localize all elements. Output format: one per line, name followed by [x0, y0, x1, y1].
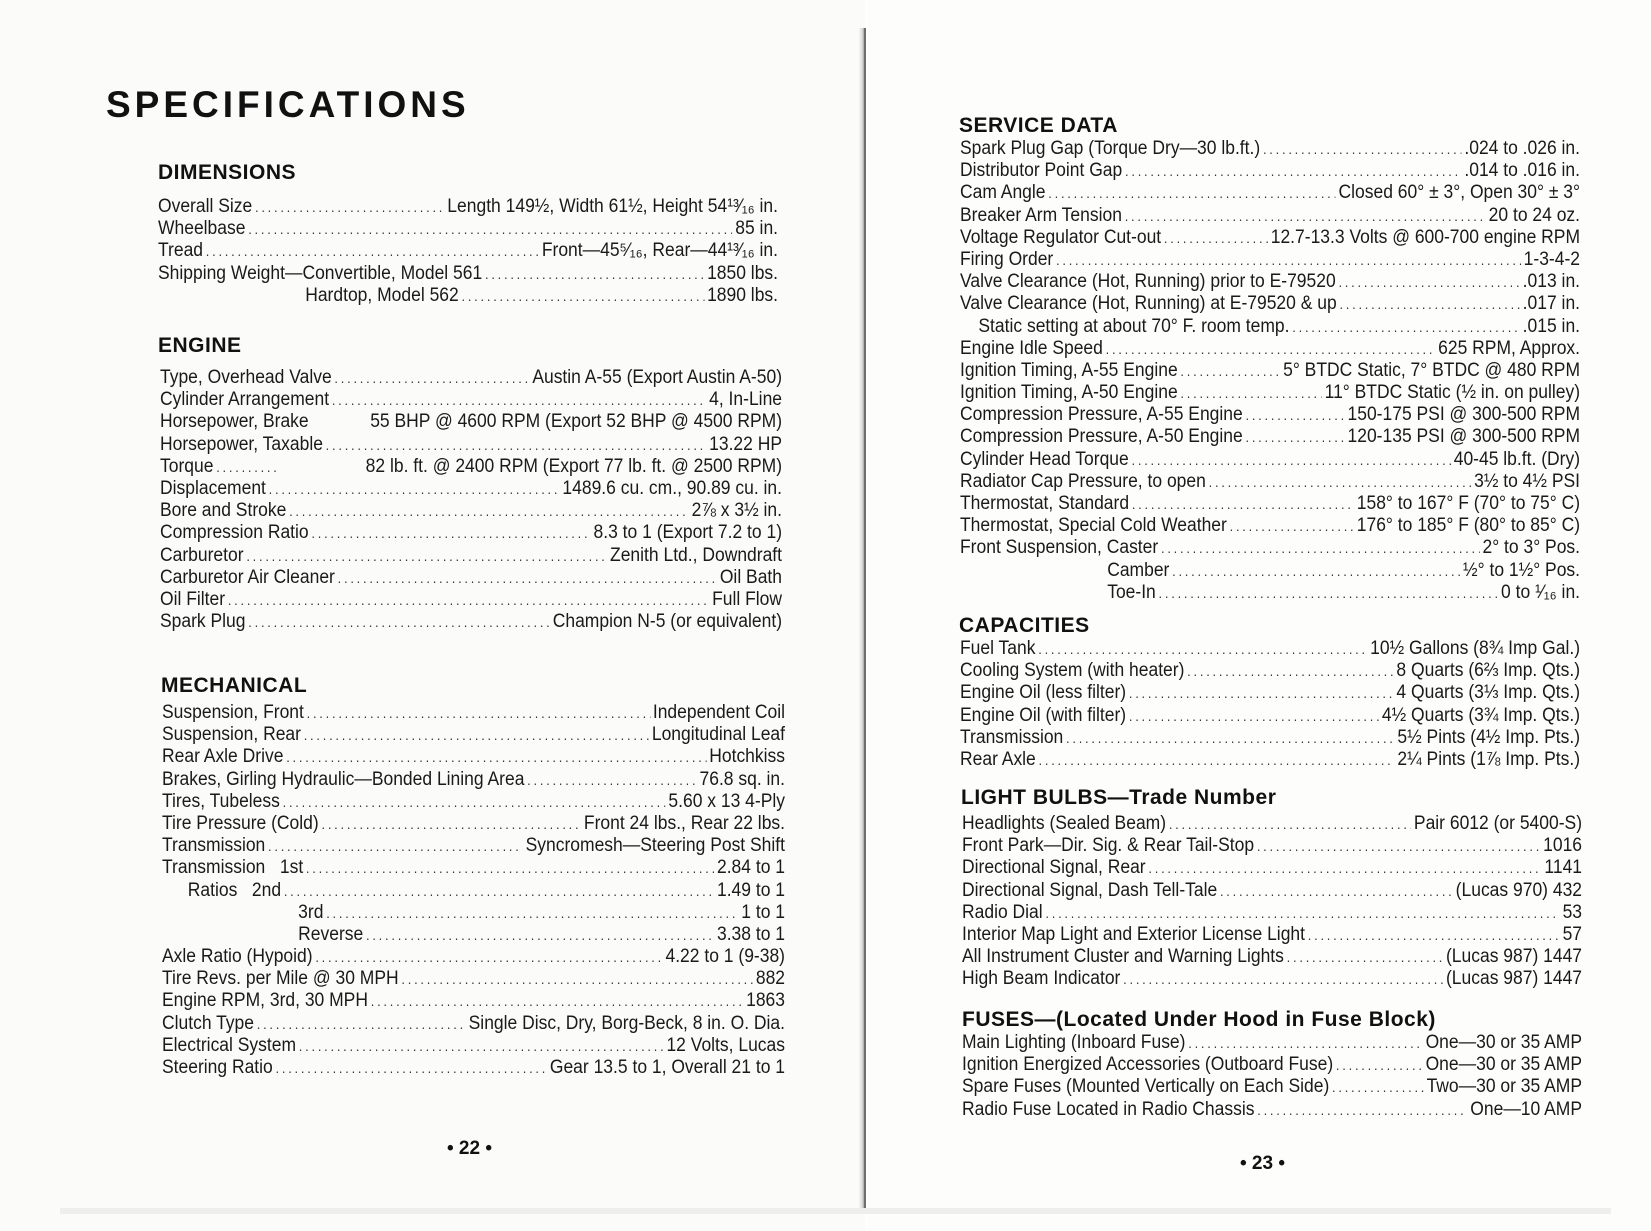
spec-label: Axle Ratio (Hypoid) — [162, 946, 313, 968]
spec-value: 2° to 3° Pos. — [1482, 537, 1581, 559]
spec-label: Electrical System — [162, 1034, 297, 1056]
spec-label: Ignition Timing, A-55 Engine — [960, 359, 1178, 381]
section-heading-service-data: SERVICE DATA — [959, 114, 1118, 137]
spec-label: Interior Map Light and Exterior License Light — [962, 923, 1306, 945]
spec-row — [960, 660, 1580, 682]
spec-label: 3rd — [298, 901, 324, 923]
spec-label: Front Park—Dir. Sig. & Rear Tail-Stop — [962, 835, 1255, 857]
spec-row — [162, 857, 785, 879]
spec-label: Cylinder Head Torque — [960, 448, 1129, 470]
spec-value: 20 to 24 oz. — [1488, 204, 1581, 226]
spec-row — [960, 205, 1580, 227]
spec-row — [960, 705, 1580, 727]
spec-value: One—30 or 35 AMP — [1425, 1032, 1583, 1053]
spec-row — [960, 471, 1580, 493]
spec-row — [960, 449, 1580, 471]
spec-value: .017 in. — [1522, 293, 1581, 315]
spec-label: Torque — [160, 455, 214, 477]
spec-value: Champion N-5 (or equivalent) — [552, 611, 783, 633]
spec-label: Ratios 2nd — [187, 879, 282, 901]
spec-label: Valve Clearance (Hot, Running) at E-79520 & up — [960, 293, 1337, 315]
spec-value: .013 in. — [1522, 271, 1581, 293]
spec-row — [960, 537, 1580, 559]
section-heading-engine: ENGINE — [158, 334, 242, 357]
spec-value: Single Disc, Dry, Borg-Beck, 8 in. O. Dia. — [468, 1012, 786, 1034]
spec-value: 8 Quarts (6⅔ Imp. Qts.) — [1396, 660, 1581, 682]
spec-value: Austin A-55 (Export Austin A-50) — [532, 367, 783, 388]
spec-value: 4½ Quarts (3¾ Imp. Qts.) — [1381, 704, 1581, 726]
spec-row — [158, 196, 778, 218]
spec-label: Suspension, Rear — [162, 724, 301, 746]
spec-label: All Instrument Cluster and Warning Lights — [962, 946, 1284, 968]
spec-row — [162, 880, 785, 902]
spec-value: 12.7-13.3 Volts @ 600-700 engine RPM — [1270, 226, 1581, 248]
spec-row — [960, 426, 1580, 448]
spec-value: 1863 — [746, 990, 786, 1012]
section-heading-mechanical: MECHANICAL — [161, 674, 308, 697]
spec-row — [962, 924, 1582, 946]
dimensions-table — [158, 196, 778, 307]
spec-value: 85 in. — [735, 218, 779, 240]
spec-row — [158, 263, 778, 285]
spec-label: Fuel Tank — [960, 638, 1036, 659]
spec-value: 625 RPM, Approx. — [1438, 337, 1581, 359]
spec-label: Distributor Point Gap — [960, 160, 1123, 182]
spec-label: Overall Size — [158, 196, 253, 217]
spec-label: Horsepower, Taxable — [160, 433, 323, 455]
spec-value: 11° BTDC Static (½ in. on pulley) — [1324, 382, 1581, 404]
spec-row — [162, 968, 785, 990]
spec-row — [162, 1057, 785, 1079]
spec-value: Front 24 lbs., Rear 22 lbs. — [583, 812, 786, 834]
spec-row — [162, 791, 785, 813]
spec-row — [158, 218, 778, 240]
spec-label: Directional Signal, Rear — [962, 857, 1146, 879]
spec-label: Directional Signal, Dash Tell-Tale — [962, 879, 1218, 901]
spec-label: Shipping Weight—Convertible, Model 561 — [158, 262, 483, 284]
spec-row — [960, 727, 1580, 749]
spec-row — [162, 990, 785, 1012]
spec-label: High Beam Indicator — [962, 968, 1121, 990]
spec-value: 40-45 lb.ft. (Dry) — [1453, 448, 1581, 470]
spec-label: Reverse — [298, 923, 364, 945]
spec-row — [960, 182, 1580, 204]
spec-label: Toe-In — [1107, 581, 1156, 603]
spec-label: Breaker Arm Tension — [960, 204, 1122, 226]
spec-row — [962, 813, 1582, 835]
book-spine-line — [864, 28, 866, 1208]
spec-label: Spark Plug — [160, 611, 246, 633]
spec-value: 0 to ¹⁄₁₆ in. — [1501, 581, 1581, 603]
spec-row — [160, 456, 782, 478]
spec-row — [962, 1032, 1582, 1054]
spec-label: Carburetor Air Cleaner — [160, 566, 335, 588]
spec-value: 76.8 sq. in. — [699, 768, 786, 790]
spec-label: Thermostat, Standard — [960, 493, 1130, 514]
spec-value: 4.22 to 1 (9-38) — [665, 946, 786, 968]
section-heading-fuses: FUSES—(Located Under Hood in Fuse Block) — [962, 1008, 1436, 1031]
spec-label: Transmission — [162, 835, 266, 857]
spec-row — [960, 638, 1580, 660]
spec-value: 5° BTDC Static, 7° BTDC @ 480 RPM — [1283, 359, 1581, 381]
spec-value: 1 to 1 — [741, 901, 786, 923]
spec-label: Clutch Type — [162, 1012, 254, 1034]
spec-value: 1.49 to 1 — [716, 879, 786, 901]
spec-value: 1016 — [1543, 835, 1583, 857]
spec-label: Bore and Stroke — [160, 500, 287, 522]
spec-label: Voltage Regulator Cut-out — [960, 226, 1162, 248]
spec-label: Transmission 1st — [162, 857, 304, 879]
spec-row — [960, 560, 1580, 582]
page-number-left: • 22 • — [447, 1138, 492, 1159]
spec-row — [162, 813, 785, 835]
spec-value: Longitudinal Leaf — [651, 724, 786, 746]
spec-value: Zenith Ltd., Downdraft — [610, 544, 783, 566]
spec-value: 4 Quarts (3⅓ Imp. Qts.) — [1396, 682, 1581, 704]
spec-label: Ignition Timing, A-50 Engine — [960, 382, 1178, 404]
spec-value: Oil Bath — [719, 566, 783, 588]
spec-row — [960, 160, 1580, 182]
spec-row — [162, 746, 785, 768]
spec-label: Engine Oil (with filter) — [960, 704, 1127, 726]
spec-label: Type, Overhead Valve — [160, 367, 332, 388]
capacities-table — [960, 638, 1580, 771]
service-data-table — [960, 138, 1580, 604]
spec-row — [962, 880, 1582, 902]
spec-value: 10½ Gallons (8¾ Imp Gal.) — [1370, 638, 1581, 659]
spec-row — [162, 1035, 785, 1057]
page-title: SPECIFICATIONS — [106, 84, 470, 125]
spec-row — [160, 589, 782, 611]
spec-value: 2.84 to 1 — [716, 857, 786, 879]
spec-value: 55 BHP @ 4600 RPM (Export 52 BHP @ 4500 RPM) — [370, 411, 783, 433]
spec-row — [160, 411, 782, 433]
spec-label: Headlights (Sealed Beam) — [962, 813, 1167, 834]
spec-value: (Lucas 987) 1447 — [1445, 946, 1583, 968]
spec-value: Hotchkiss — [709, 746, 786, 768]
spec-row — [960, 227, 1580, 249]
spec-label: Radio Dial — [962, 901, 1043, 923]
spec-label: Wheelbase — [158, 218, 246, 240]
spec-label: Engine RPM, 3rd, 30 MPH — [162, 990, 368, 1012]
spec-label: Brakes, Girling Hydraulic—Bonded Lining Area — [162, 768, 525, 790]
fuses-table — [962, 1032, 1582, 1121]
spec-label: Firing Order — [960, 248, 1054, 270]
spec-row — [162, 902, 785, 924]
spec-row — [960, 749, 1580, 771]
spec-value: One—30 or 35 AMP — [1425, 1054, 1583, 1076]
page-bottom-edge — [60, 1208, 1611, 1214]
spec-value: .014 to .016 in. — [1464, 160, 1581, 182]
spec-label: Front Suspension, Caster — [960, 537, 1159, 559]
spec-value: 2⅞ x 3½ in. — [691, 500, 783, 522]
spec-value: .015 in. — [1522, 315, 1581, 337]
spec-row — [962, 968, 1582, 990]
mechanical-table — [162, 702, 785, 1079]
spec-label: Compression Pressure, A-50 Engine — [960, 426, 1243, 448]
spec-row — [962, 946, 1582, 968]
spec-label: Cam Angle — [960, 182, 1046, 204]
spec-value: (Lucas 987) 1447 — [1445, 968, 1583, 990]
spec-row — [162, 769, 785, 791]
spec-value: 3½ to 4½ PSI — [1474, 470, 1581, 492]
spec-row — [960, 493, 1580, 515]
spec-value: 57 — [1562, 923, 1583, 945]
spec-label: Static setting at about 70° F. room temp. — [978, 315, 1290, 337]
spec-value: One—10 AMP — [1470, 1098, 1583, 1120]
spec-value: Closed 60° ± 3°, Open 30° ± 3° — [1338, 182, 1581, 204]
spec-label: Oil Filter — [160, 588, 226, 610]
spec-value: 176° to 185° F (80° to 85° C) — [1356, 515, 1581, 537]
spec-label: Transmission — [960, 726, 1064, 748]
spec-value: 82 lb. ft. @ 2400 RPM (Export 77 lb. ft. @ 2500 RPM) — [365, 455, 783, 477]
spec-value: Gear 13.5 to 1, Overall 21 to 1 — [549, 1057, 786, 1078]
spec-value: Syncromesh—Steering Post Shift — [525, 835, 786, 857]
spec-row — [158, 240, 778, 262]
spec-label: Engine Oil (less filter) — [960, 682, 1127, 704]
spec-value: 120-135 PSI @ 300-500 RPM — [1347, 426, 1581, 448]
spec-label: Rear Axle Drive — [162, 746, 284, 768]
spec-value: 5.60 x 13 4-Ply — [668, 790, 786, 812]
spec-label: Cooling System (with heater) — [960, 660, 1185, 682]
spec-label: Compression Pressure, A-55 Engine — [960, 404, 1243, 426]
spec-row — [960, 249, 1580, 271]
spec-value: Two—30 or 35 AMP — [1426, 1076, 1583, 1098]
spec-value: 1489.6 cu. cm., 90.89 cu. in. — [562, 477, 783, 499]
spec-row — [962, 1054, 1582, 1076]
spec-row — [160, 522, 782, 544]
spec-row — [960, 316, 1580, 338]
spec-label: Radio Fuse Located in Radio Chassis — [962, 1098, 1255, 1120]
spec-value: 13.22 HP — [709, 433, 783, 455]
spec-row — [162, 724, 785, 746]
spec-value: 1-3-4-2 — [1523, 248, 1581, 270]
spec-value: Pair 6012 (or 5400-S) — [1413, 813, 1583, 834]
spec-value: Length 149½, Width 61½, Height 54¹³⁄₁₆ in. — [447, 196, 779, 217]
spec-value: 8.3 to 1 (Export 7.2 to 1) — [593, 522, 783, 544]
spec-label: Engine Idle Speed — [960, 337, 1103, 359]
spec-value: 5½ Pints (4½ Imp. Pts.) — [1397, 726, 1581, 748]
spec-row — [160, 567, 782, 589]
spec-label: Ignition Energized Accessories (Outboard Fuse) — [962, 1054, 1334, 1076]
spec-label: Tire Revs. per Mile @ 30 MPH — [162, 968, 399, 990]
section-heading-light-bulbs: LIGHT BULBS—Trade Number — [961, 786, 1277, 809]
spec-value: 2¼ Pints (1⅞ Imp. Pts.) — [1397, 748, 1581, 770]
spec-value: 158° to 167° F (70° to 75° C) — [1356, 493, 1581, 514]
spec-value: Full Flow — [712, 588, 783, 610]
spec-value: 1850 lbs. — [707, 262, 779, 284]
spec-row — [162, 924, 785, 946]
spec-label: Valve Clearance (Hot, Running) prior to E-79520 — [960, 271, 1336, 293]
spec-value: 150-175 PSI @ 300-500 RPM — [1347, 404, 1581, 426]
spec-value: Front—45⁵⁄₁₆, Rear—44¹³⁄₁₆ in. — [541, 240, 779, 262]
spec-label: Suspension, Front — [162, 702, 304, 723]
spec-row — [962, 1076, 1582, 1098]
spec-label: Horsepower, Brake — [160, 411, 309, 433]
spec-label: Cylinder Arrangement — [160, 389, 330, 411]
spec-value: ½° to 1½° Pos. — [1463, 559, 1581, 581]
spec-row — [960, 582, 1580, 604]
spec-row — [162, 835, 785, 857]
spec-label: Camber — [1107, 559, 1170, 581]
spec-value: 3.38 to 1 — [716, 923, 786, 945]
spec-label: Compression Ratio — [160, 522, 309, 544]
spec-value: 1890 lbs. — [707, 284, 779, 306]
spec-label: Thermostat, Special Cold Weather — [960, 515, 1227, 537]
spec-row — [962, 835, 1582, 857]
spec-row — [962, 857, 1582, 879]
spec-label: Tire Pressure (Cold) — [162, 812, 319, 834]
engine-table — [160, 367, 782, 633]
spec-row — [960, 682, 1580, 704]
spec-row — [162, 1013, 785, 1035]
spec-row — [158, 285, 778, 307]
spec-row — [962, 1099, 1582, 1121]
spec-row — [160, 367, 782, 389]
spec-row — [960, 515, 1580, 537]
spec-row — [962, 902, 1582, 924]
spec-row — [160, 500, 782, 522]
spec-value: Independent Coil — [652, 702, 786, 723]
light-bulbs-table — [962, 813, 1582, 991]
section-heading-dimensions: DIMENSIONS — [158, 161, 297, 184]
spec-row — [160, 389, 782, 411]
spec-row — [162, 946, 785, 968]
spec-value: 4, In-Line — [709, 389, 783, 411]
spec-row — [960, 382, 1580, 404]
spec-row — [160, 434, 782, 456]
spec-label: Spark Plug Gap (Torque Dry—30 lb.ft.) — [960, 138, 1261, 159]
spec-label: Main Lighting (Inboard Fuse) — [962, 1032, 1186, 1053]
spec-value: 882 — [755, 968, 786, 990]
spec-label: Displacement — [160, 477, 266, 499]
spec-row — [160, 478, 782, 500]
spec-label: Hardtop, Model 562 — [305, 284, 459, 306]
spec-row — [960, 404, 1580, 426]
spec-label: Steering Ratio — [162, 1057, 273, 1078]
spec-row — [960, 271, 1580, 293]
spec-label: Carburetor — [160, 544, 244, 566]
spec-label: Rear Axle — [960, 748, 1036, 770]
spec-value: .024 to .026 in. — [1464, 138, 1581, 159]
spec-row — [160, 611, 782, 633]
spec-value: 12 Volts, Lucas — [666, 1034, 786, 1056]
spec-label: Spare Fuses (Mounted Vertically on Each Side) — [962, 1076, 1330, 1098]
spec-value: (Lucas 970) 432 — [1455, 879, 1583, 901]
spec-row — [160, 545, 782, 567]
spec-label: Tires, Tubeless — [162, 790, 280, 812]
spec-row — [162, 702, 785, 724]
spec-value: 53 — [1562, 901, 1583, 923]
spec-label: Tread — [158, 240, 204, 262]
spec-row — [960, 360, 1580, 382]
spec-row — [960, 338, 1580, 360]
spec-row — [960, 138, 1580, 160]
page-number-right: • 23 • — [1240, 1153, 1285, 1174]
spec-row — [960, 293, 1580, 315]
section-heading-capacities: CAPACITIES — [959, 614, 1090, 637]
spec-label: Radiator Cap Pressure, to open — [960, 470, 1206, 492]
spec-value: 1141 — [1544, 857, 1583, 879]
